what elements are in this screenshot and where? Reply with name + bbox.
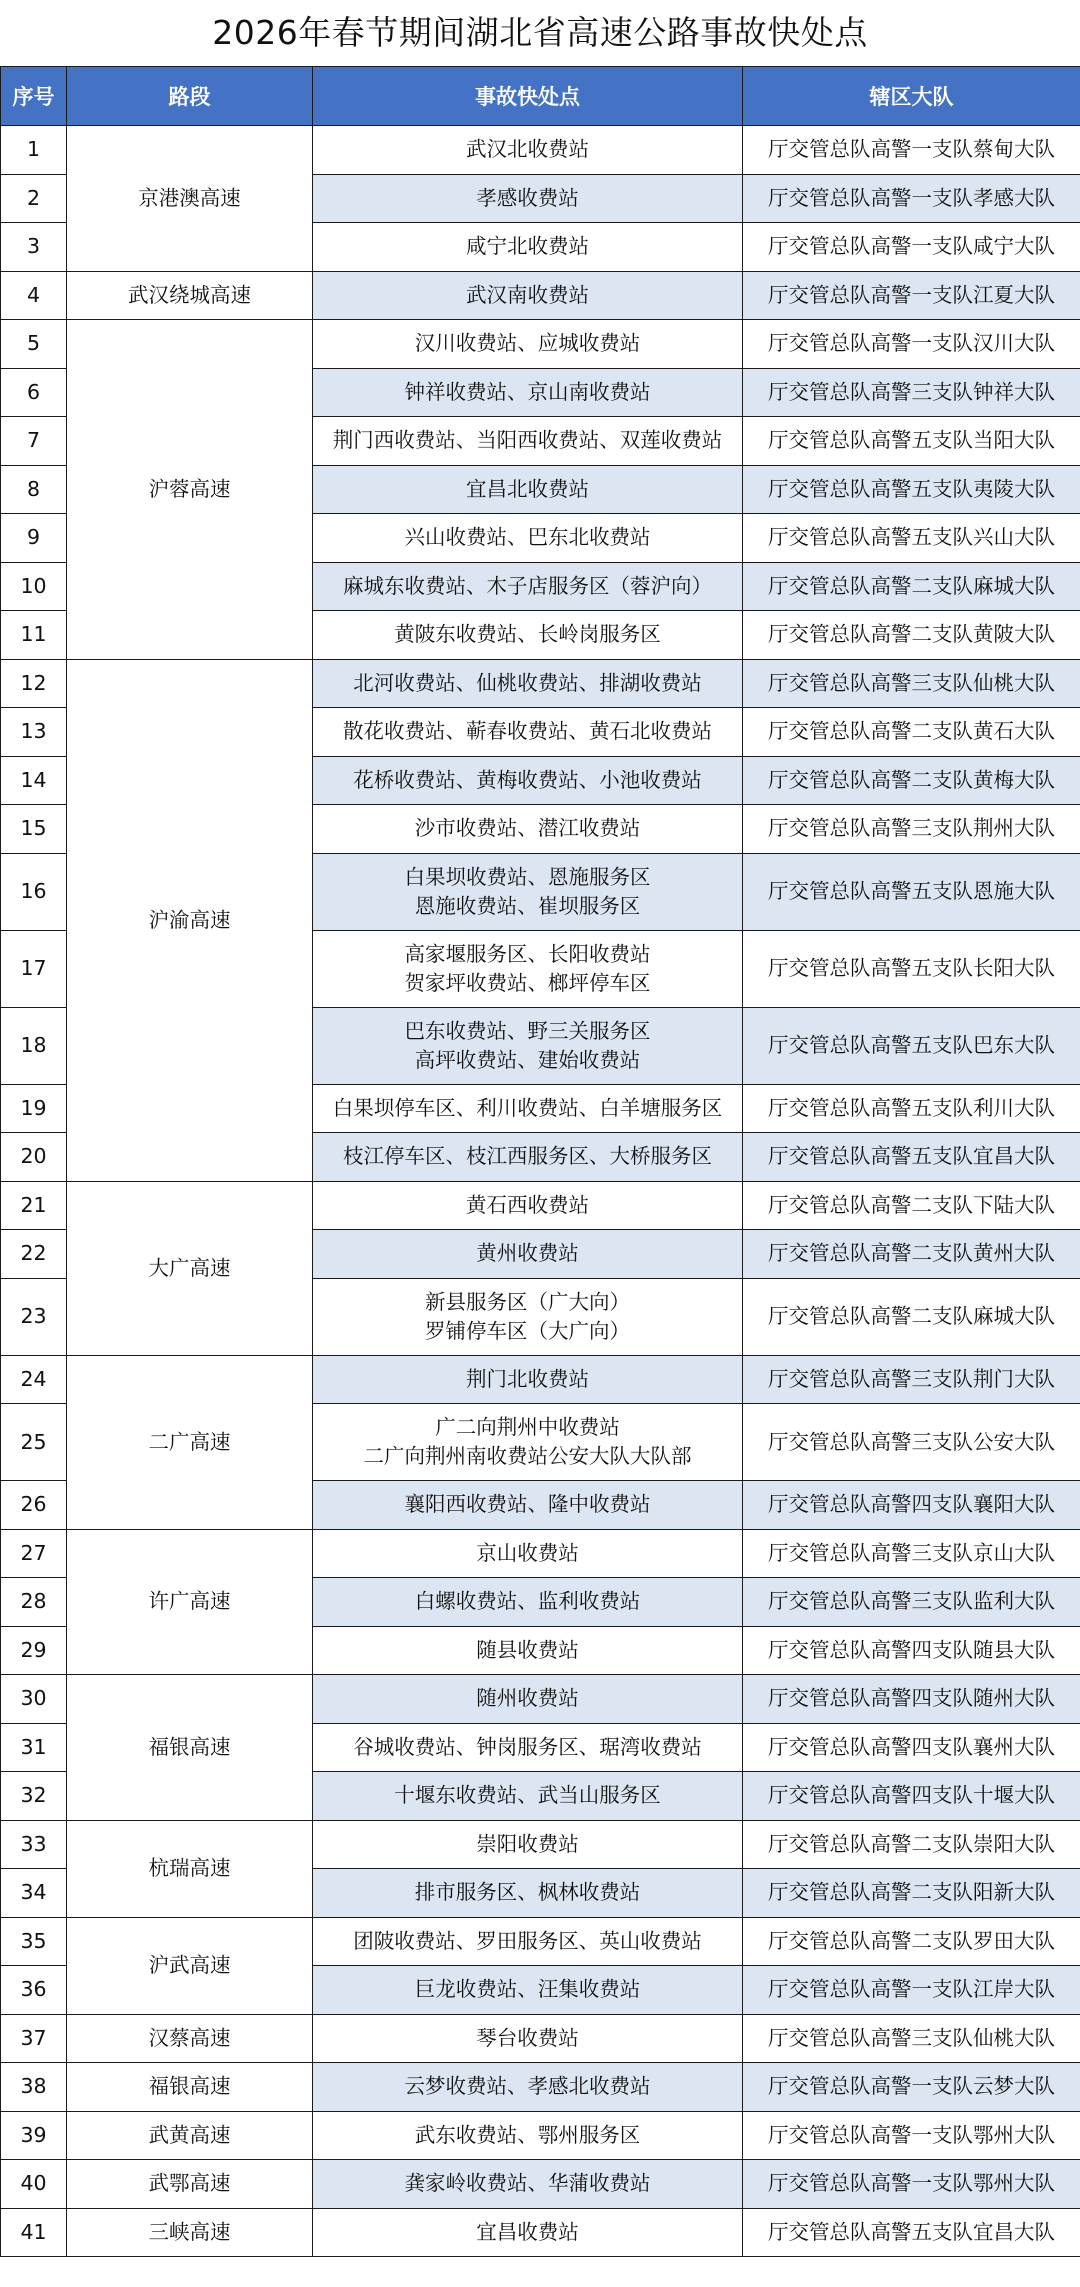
row-brigade: 厅交管总队高警二支队黄州大队 <box>743 1230 1080 1279</box>
row-road: 三峡高速 <box>67 2208 313 2257</box>
table-row <box>1 2063 1080 2112</box>
table-row <box>1 1529 1080 1578</box>
spot-line: 咸宁北收费站 <box>466 234 589 259</box>
row-spot <box>313 1181 743 1230</box>
row-brigade: 厅交管总队高警四支队襄州大队 <box>743 1723 1080 1772</box>
row-brigade: 厅交管总队高警四支队随县大队 <box>743 1626 1080 1675</box>
row-spot <box>313 805 743 854</box>
table-row <box>1 2111 1080 2160</box>
row-seq: 2 <box>1 174 67 223</box>
row-spot <box>313 1133 743 1182</box>
table-row <box>1 2208 1080 2257</box>
row-road: 许广高速 <box>67 1529 313 1675</box>
table-row <box>1 1917 1080 1966</box>
row-seq: 18 <box>1 1007 67 1084</box>
spot-line: 白果坝停车区、利川收费站、白羊塘服务区 <box>332 1095 723 1120</box>
row-seq: 22 <box>1 1230 67 1279</box>
row-spot <box>313 1481 743 1530</box>
table-body <box>1 126 1080 2257</box>
row-brigade: 厅交管总队高警四支队随州大队 <box>743 1675 1080 1724</box>
spot-line: 武汉南收费站 <box>466 282 589 307</box>
spot-line: 武东收费站、鄂州服务区 <box>414 2122 641 2147</box>
spot-line: 襄阳西收费站、隆中收费站 <box>404 1492 651 1517</box>
spot-line: 十堰东收费站、武当山服务区 <box>394 1783 661 1808</box>
spot-line: 谷城收费站、钟岗服务区、琚湾收费站 <box>353 1734 702 1759</box>
spot-line: 荆门北收费站 <box>466 1366 589 1391</box>
row-seq: 39 <box>1 2111 67 2160</box>
spot-line: 京山收费站 <box>476 1540 579 1565</box>
row-spot <box>313 1917 743 1966</box>
row-brigade: 厅交管总队高警二支队黄陂大队 <box>743 611 1080 660</box>
row-spot <box>313 368 743 417</box>
row-brigade: 厅交管总队高警五支队当阳大队 <box>743 417 1080 466</box>
spot-line: 白螺收费站、监利收费站 <box>414 1589 641 1614</box>
row-spot <box>313 708 743 757</box>
row-brigade: 厅交管总队高警二支队黄石大队 <box>743 708 1080 757</box>
row-seq: 23 <box>1 1278 67 1355</box>
row-spot <box>313 320 743 369</box>
page-title: 2026年春节期间湖北省高速公路事故快处点 <box>212 13 868 52</box>
row-seq: 34 <box>1 1869 67 1918</box>
row-seq: 17 <box>1 930 67 1007</box>
row-spot <box>313 2160 743 2209</box>
row-brigade: 厅交管总队高警二支队崇阳大队 <box>743 1820 1080 1869</box>
row-brigade: 厅交管总队高警二支队阳新大队 <box>743 1869 1080 1918</box>
row-seq: 29 <box>1 1626 67 1675</box>
row-spot <box>313 1355 743 1404</box>
row-brigade: 厅交管总队高警二支队黄梅大队 <box>743 756 1080 805</box>
row-spot <box>313 2014 743 2063</box>
row-seq: 6 <box>1 368 67 417</box>
spot-line: 巨龙收费站、汪集收费站 <box>414 1977 641 2002</box>
table-row <box>1 320 1080 369</box>
spot-line: 高家堰服务区、长阳收费站 <box>404 941 651 966</box>
row-brigade: 厅交管总队高警三支队公安大队 <box>743 1404 1080 1481</box>
spot-line: 汉川收费站、应城收费站 <box>414 331 641 356</box>
header-road: 路段 <box>67 67 313 126</box>
row-seq: 27 <box>1 1529 67 1578</box>
row-seq: 40 <box>1 2160 67 2209</box>
row-road: 武汉绕城高速 <box>67 271 313 320</box>
row-brigade: 厅交管总队高警一支队江夏大队 <box>743 271 1080 320</box>
row-brigade: 厅交管总队高警四支队十堰大队 <box>743 1772 1080 1821</box>
row-brigade: 厅交管总队高警三支队京山大队 <box>743 1529 1080 1578</box>
row-brigade: 厅交管总队高警五支队长阳大队 <box>743 930 1080 1007</box>
row-seq: 5 <box>1 320 67 369</box>
row-spot <box>313 126 743 175</box>
table-row <box>1 1355 1080 1404</box>
row-road: 大广高速 <box>67 1181 313 1355</box>
row-seq: 11 <box>1 611 67 660</box>
row-brigade: 厅交管总队高警五支队巴东大队 <box>743 1007 1080 1084</box>
spot-line: 巴东收费站、野三关服务区 <box>404 1018 651 1043</box>
row-seq: 13 <box>1 708 67 757</box>
spot-line: 崇阳收费站 <box>476 1831 579 1856</box>
row-seq: 15 <box>1 805 67 854</box>
row-spot <box>313 1675 743 1724</box>
row-brigade: 厅交管总队高警一支队蔡甸大队 <box>743 126 1080 175</box>
row-seq: 33 <box>1 1820 67 1869</box>
row-spot <box>313 1772 743 1821</box>
spot-line: 宜昌北收费站 <box>466 476 589 501</box>
row-seq: 38 <box>1 2063 67 2112</box>
row-seq: 3 <box>1 223 67 272</box>
table-row <box>1 2160 1080 2209</box>
spot-line: 沙市收费站、潜江收费站 <box>414 816 641 841</box>
row-seq: 25 <box>1 1404 67 1481</box>
row-spot <box>313 611 743 660</box>
row-seq: 9 <box>1 514 67 563</box>
row-spot <box>313 1230 743 1279</box>
spot-line: 云梦收费站、孝感北收费站 <box>404 2074 651 2099</box>
spot-line: 宜昌收费站 <box>476 2219 579 2244</box>
row-brigade: 厅交管总队高警一支队咸宁大队 <box>743 223 1080 272</box>
row-road: 福银高速 <box>67 1675 313 1821</box>
row-spot <box>313 223 743 272</box>
spot-line: 随州收费站 <box>476 1686 579 1711</box>
table-row <box>1 1675 1080 1724</box>
row-seq: 1 <box>1 126 67 175</box>
row-seq: 21 <box>1 1181 67 1230</box>
row-road: 武黄高速 <box>67 2111 313 2160</box>
spot-line: 贺家坪收费站、榔坪停车区 <box>404 970 651 995</box>
spot-line: 二广向荆州南收费站公安大队大队部 <box>363 1444 692 1468</box>
row-seq: 24 <box>1 1355 67 1404</box>
row-brigade: 厅交管总队高警三支队仙桃大队 <box>743 2014 1080 2063</box>
spot-line: 兴山收费站、巴东北收费站 <box>404 525 651 550</box>
row-seq: 41 <box>1 2208 67 2257</box>
spot-line: 新县服务区（广大向） <box>425 1289 630 1314</box>
row-brigade: 厅交管总队高警二支队下陆大队 <box>743 1181 1080 1230</box>
row-brigade: 厅交管总队高警一支队汉川大队 <box>743 320 1080 369</box>
table-row <box>1 126 1080 175</box>
row-spot <box>313 562 743 611</box>
row-seq: 37 <box>1 2014 67 2063</box>
row-brigade: 厅交管总队高警四支队襄阳大队 <box>743 1481 1080 1530</box>
row-seq: 35 <box>1 1917 67 1966</box>
table-row <box>1 1181 1080 1230</box>
spot-line: 罗铺停车区（大广向） <box>425 1318 630 1343</box>
row-spot <box>313 2063 743 2112</box>
row-brigade: 厅交管总队高警三支队荆门大队 <box>743 1355 1080 1404</box>
row-seq: 4 <box>1 271 67 320</box>
row-seq: 32 <box>1 1772 67 1821</box>
row-seq: 26 <box>1 1481 67 1530</box>
table-row <box>1 271 1080 320</box>
row-brigade: 厅交管总队高警五支队兴山大队 <box>743 514 1080 563</box>
row-road: 沪蓉高速 <box>67 320 313 660</box>
spot-line: 孝感收费站 <box>476 185 579 210</box>
row-spot <box>313 1404 743 1481</box>
row-brigade: 厅交管总队高警一支队孝感大队 <box>743 174 1080 223</box>
spot-line: 琴台收费站 <box>476 2025 579 2050</box>
row-brigade: 厅交管总队高警一支队鄂州大队 <box>743 2111 1080 2160</box>
row-brigade: 厅交管总队高警一支队鄂州大队 <box>743 2160 1080 2209</box>
spot-line: 散花收费站、蕲春收费站、黄石北收费站 <box>343 719 712 744</box>
row-spot <box>313 1084 743 1133</box>
row-brigade: 厅交管总队高警五支队夷陵大队 <box>743 465 1080 514</box>
row-spot <box>313 1007 743 1084</box>
row-spot <box>313 271 743 320</box>
row-spot <box>313 465 743 514</box>
spot-line: 随县收费站 <box>476 1637 579 1662</box>
spot-line: 荆门西收费站、当阳西收费站、双莲收费站 <box>332 428 723 453</box>
row-brigade: 厅交管总队高警五支队利川大队 <box>743 1084 1080 1133</box>
spot-line: 龚家岭收费站、华蒲收费站 <box>404 2171 651 2196</box>
row-brigade: 厅交管总队高警五支队宜昌大队 <box>743 2208 1080 2257</box>
spot-line: 麻城东收费站、木子店服务区（蓉沪向） <box>343 573 712 598</box>
row-brigade: 厅交管总队高警一支队江岸大队 <box>743 1966 1080 2015</box>
spot-line: 团陂收费站、罗田服务区、英山收费站 <box>353 1928 702 1953</box>
row-road: 福银高速 <box>67 2063 313 2112</box>
spot-line: 排市服务区、枫林收费站 <box>414 1880 641 1905</box>
table-row <box>1 1820 1080 1869</box>
row-brigade: 厅交管总队高警三支队仙桃大队 <box>743 659 1080 708</box>
spot-line: 黄陂东收费站、长岭岗服务区 <box>394 622 661 647</box>
spot-line: 黄州收费站 <box>476 1241 579 1266</box>
row-seq: 14 <box>1 756 67 805</box>
row-road: 二广高速 <box>67 1355 313 1529</box>
row-road: 沪武高速 <box>67 1917 313 2014</box>
spot-line: 花桥收费站、黄梅收费站、小池收费站 <box>353 767 702 792</box>
row-spot <box>313 1529 743 1578</box>
row-seq: 8 <box>1 465 67 514</box>
row-seq: 12 <box>1 659 67 708</box>
row-spot <box>313 659 743 708</box>
row-road: 汉蔡高速 <box>67 2014 313 2063</box>
row-spot <box>313 1578 743 1627</box>
spot-line: 枝江停车区、枝江西服务区、大桥服务区 <box>343 1144 712 1169</box>
table-row <box>1 659 1080 708</box>
row-seq: 28 <box>1 1578 67 1627</box>
row-spot <box>313 174 743 223</box>
spot-line: 黄石西收费站 <box>466 1192 589 1217</box>
row-seq: 36 <box>1 1966 67 2015</box>
row-brigade: 厅交管总队高警二支队罗田大队 <box>743 1917 1080 1966</box>
row-spot <box>313 1820 743 1869</box>
spot-line: 白果坝收费站、恩施服务区 <box>404 864 651 889</box>
spot-line: 高坪收费站、建始收费站 <box>414 1047 641 1072</box>
table-row <box>1 2014 1080 2063</box>
row-brigade: 厅交管总队高警五支队宜昌大队 <box>743 1133 1080 1182</box>
row-spot <box>313 930 743 1007</box>
row-spot <box>313 756 743 805</box>
header-spot: 事故快处点 <box>313 67 743 126</box>
row-brigade: 厅交管总队高警三支队荆州大队 <box>743 805 1080 854</box>
row-spot <box>313 853 743 930</box>
accident-points-table <box>0 66 1080 2257</box>
row-spot <box>313 514 743 563</box>
row-seq: 7 <box>1 417 67 466</box>
header-brigade: 辖区大队 <box>743 67 1080 126</box>
row-brigade: 厅交管总队高警五支队恩施大队 <box>743 853 1080 930</box>
row-brigade: 厅交管总队高警一支队云梦大队 <box>743 2063 1080 2112</box>
row-brigade: 厅交管总队高警二支队麻城大队 <box>743 1278 1080 1355</box>
table-header-row <box>1 67 1080 126</box>
row-brigade: 厅交管总队高警二支队麻城大队 <box>743 562 1080 611</box>
spot-line: 恩施收费站、崔坝服务区 <box>414 893 641 918</box>
spot-line: 北河收费站、仙桃收费站、排湖收费站 <box>353 670 702 695</box>
row-road: 杭瑞高速 <box>67 1820 313 1917</box>
spot-line: 武汉北收费站 <box>466 137 589 162</box>
row-spot <box>313 1723 743 1772</box>
row-seq: 30 <box>1 1675 67 1724</box>
row-seq: 20 <box>1 1133 67 1182</box>
row-brigade: 厅交管总队高警三支队钟祥大队 <box>743 368 1080 417</box>
row-spot <box>313 2208 743 2257</box>
row-brigade: 厅交管总队高警三支队监利大队 <box>743 1578 1080 1627</box>
row-seq: 31 <box>1 1723 67 1772</box>
row-seq: 16 <box>1 853 67 930</box>
row-spot <box>313 1869 743 1918</box>
row-seq: 19 <box>1 1084 67 1133</box>
spot-line: 钟祥收费站、京山南收费站 <box>404 379 651 404</box>
row-road: 沪渝高速 <box>67 659 313 1181</box>
row-spot <box>313 2111 743 2160</box>
row-road: 武鄂高速 <box>67 2160 313 2209</box>
spot-line: 广二向荆州中收费站 <box>435 1415 620 1439</box>
row-spot <box>313 417 743 466</box>
row-spot <box>313 1966 743 2015</box>
header-seq: 序号 <box>1 67 67 126</box>
row-spot <box>313 1278 743 1355</box>
row-road: 京港澳高速 <box>67 126 313 272</box>
row-seq: 10 <box>1 562 67 611</box>
row-spot <box>313 1626 743 1675</box>
